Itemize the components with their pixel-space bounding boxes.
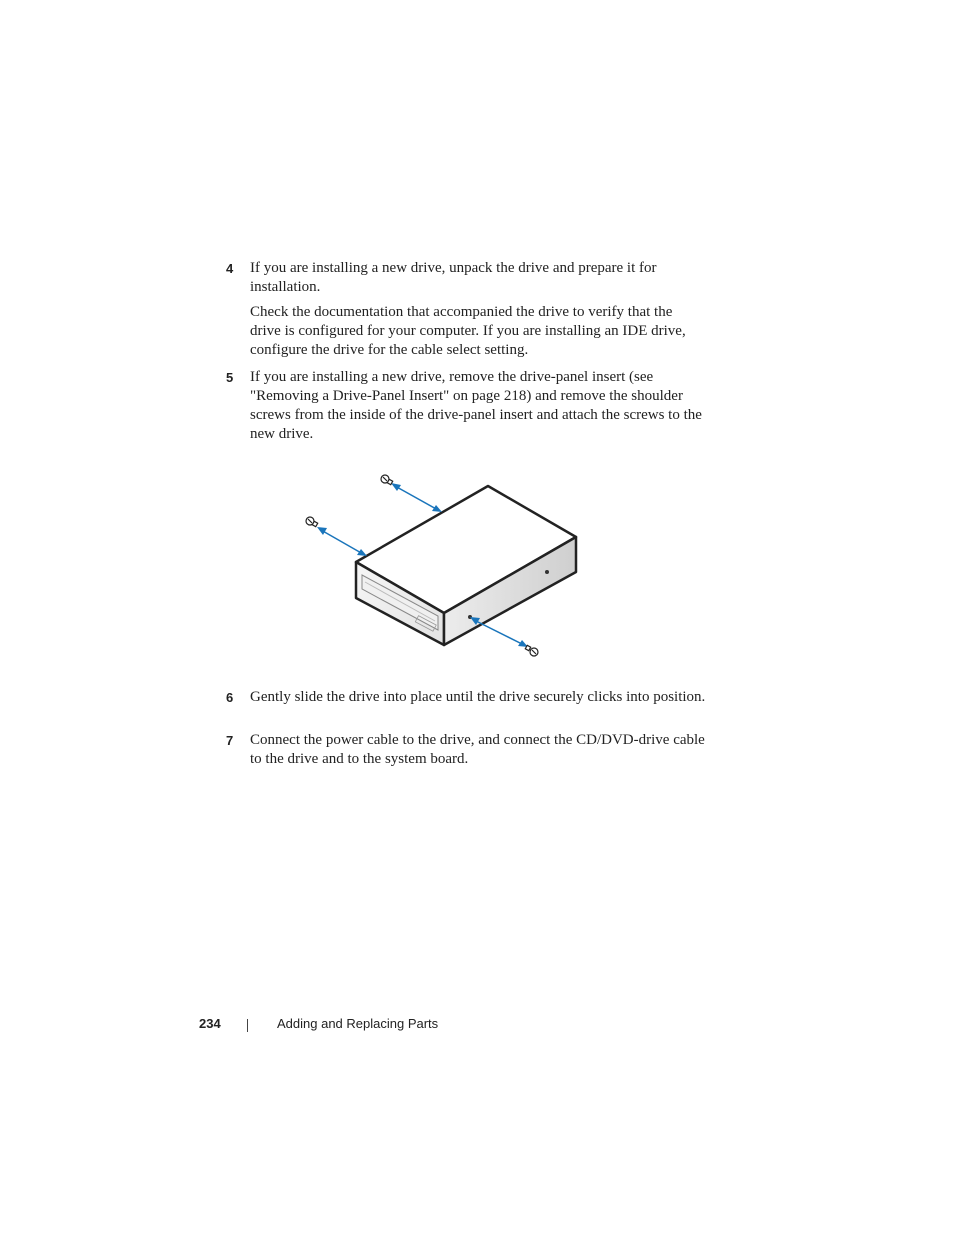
step-number: 6: [226, 690, 234, 705]
step-text: Gently slide the drive into place until the drive securely clicks into position.: [250, 689, 706, 705]
step-5: [226, 368, 706, 444]
section-title: Adding and Replacing Parts: [277, 1016, 439, 1031]
arrow: [317, 527, 367, 556]
drive-screw-illustration: [300, 465, 585, 665]
step-number: 4: [226, 261, 234, 276]
step-number: 5: [226, 370, 234, 385]
step-4: [226, 259, 706, 360]
screw-icon: [381, 475, 393, 485]
page-number: 234: [199, 1016, 221, 1031]
screw-hole: [545, 570, 549, 574]
arrow: [391, 483, 442, 512]
screw-icon: [525, 645, 538, 656]
footer-divider: [247, 1019, 248, 1032]
step-7: [226, 731, 706, 769]
step-text: If you are installing a new drive, remove the drive-panel insert (see "Removing a Drive-Panel Insert" on page 218) and remove the shoulder screws from the inside of the drive-panel insert and attach the screws to the new drive.: [250, 369, 702, 442]
step-text: If you are installing a new drive, unpack the drive and prepare it for installation.: [250, 260, 657, 295]
step-number: 7: [226, 733, 234, 748]
step-6: [226, 688, 706, 707]
step-note: Check the documentation that accompanied the drive to verify that the drive is configured for your computer. If you are installing an IDE drive, configure the drive for the cable select setting.: [250, 304, 686, 358]
step-text: Connect the power cable to the drive, and connect the CD/DVD-drive cable to the drive and to the system board.: [250, 732, 705, 767]
screw-icon: [306, 517, 318, 527]
